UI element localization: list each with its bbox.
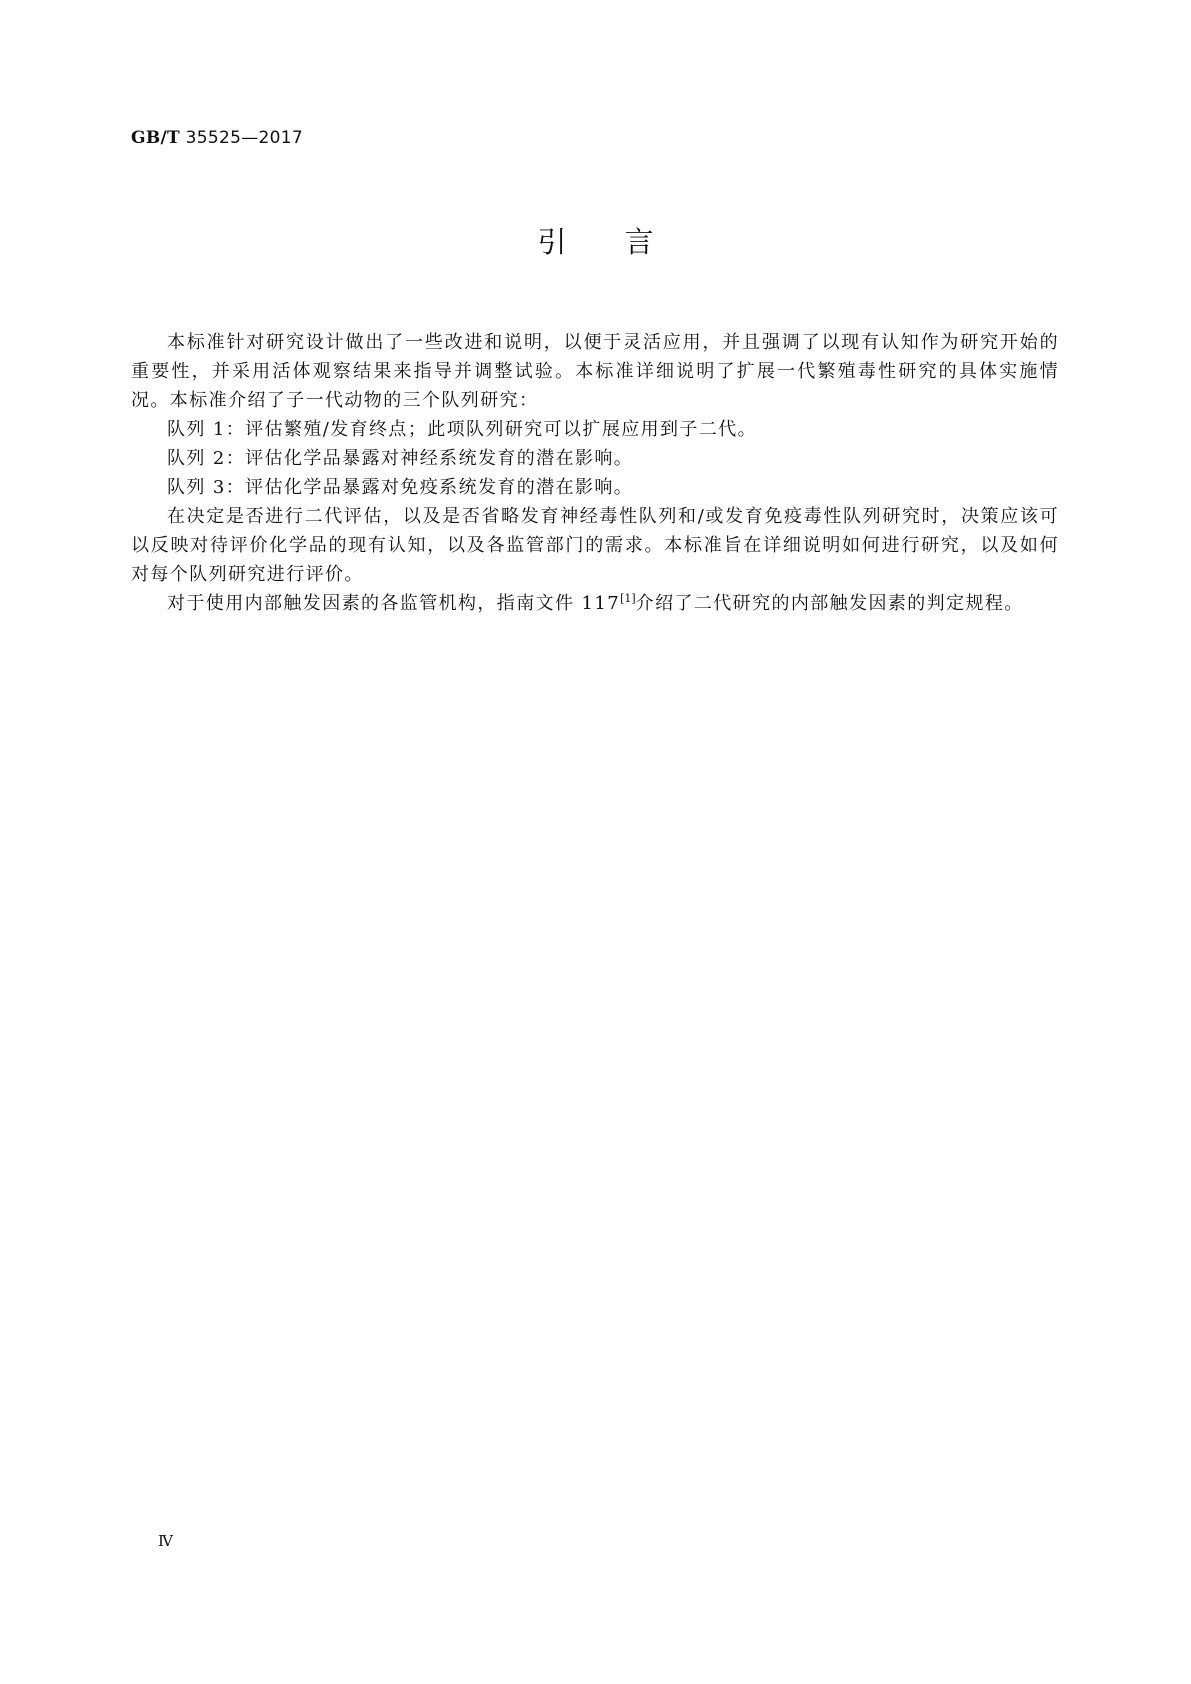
citation-reference: [1] [620, 592, 636, 605]
page-number: Ⅳ [158, 1532, 173, 1550]
paragraph-cohort-2: 队列 2：评估化学品暴露对神经系统发育的潜在影响。 [167, 448, 634, 469]
guidance-text-before: 对于使用内部触发因素的各监管机构，指南文件 117 [167, 593, 621, 614]
paragraph-decision: 在决定是否进行二代评估，以及是否省略发育神经毒性队列和/或发育免疫毒性队列研究时，决策应该可以反映对待评价化学品的现有认知，以及各监管部门的需求。本标准旨在详细说明如何进行研究，以及如何对每个队列研究进行评价。 [131, 506, 1059, 585]
paragraph-cohort-3: 队列 3：评估化学品暴露对免疫系统发育的潜在影响。 [167, 477, 634, 498]
guidance-text-after: 介绍了二代研究的内部触发因素的判定规程。 [635, 593, 1024, 614]
standard-number [131, 128, 303, 148]
paragraph-cohort-1: 队列 1：评估繁殖/发育终点；此项队列研究可以扩展应用到子二代。 [167, 419, 758, 440]
paragraph-intro: 本标准针对研究设计做出了一些改进和说明，以便于灵活应用，并且强调了以现有认知作为研究开始的重要性，并采用活体观察结果来指导并调整试验。本标准详细说明了扩展一代繁殖毒性研究的具体实施情况。本标准介绍了子一代动物的三个队列研究： [131, 332, 1059, 411]
introduction-body [131, 328, 1059, 618]
standard-code: 35525—2017 [179, 128, 304, 148]
paragraph-guidance [131, 589, 1059, 618]
page-title: 引言 [537, 225, 712, 259]
standard-prefix: GB/T [131, 128, 180, 148]
